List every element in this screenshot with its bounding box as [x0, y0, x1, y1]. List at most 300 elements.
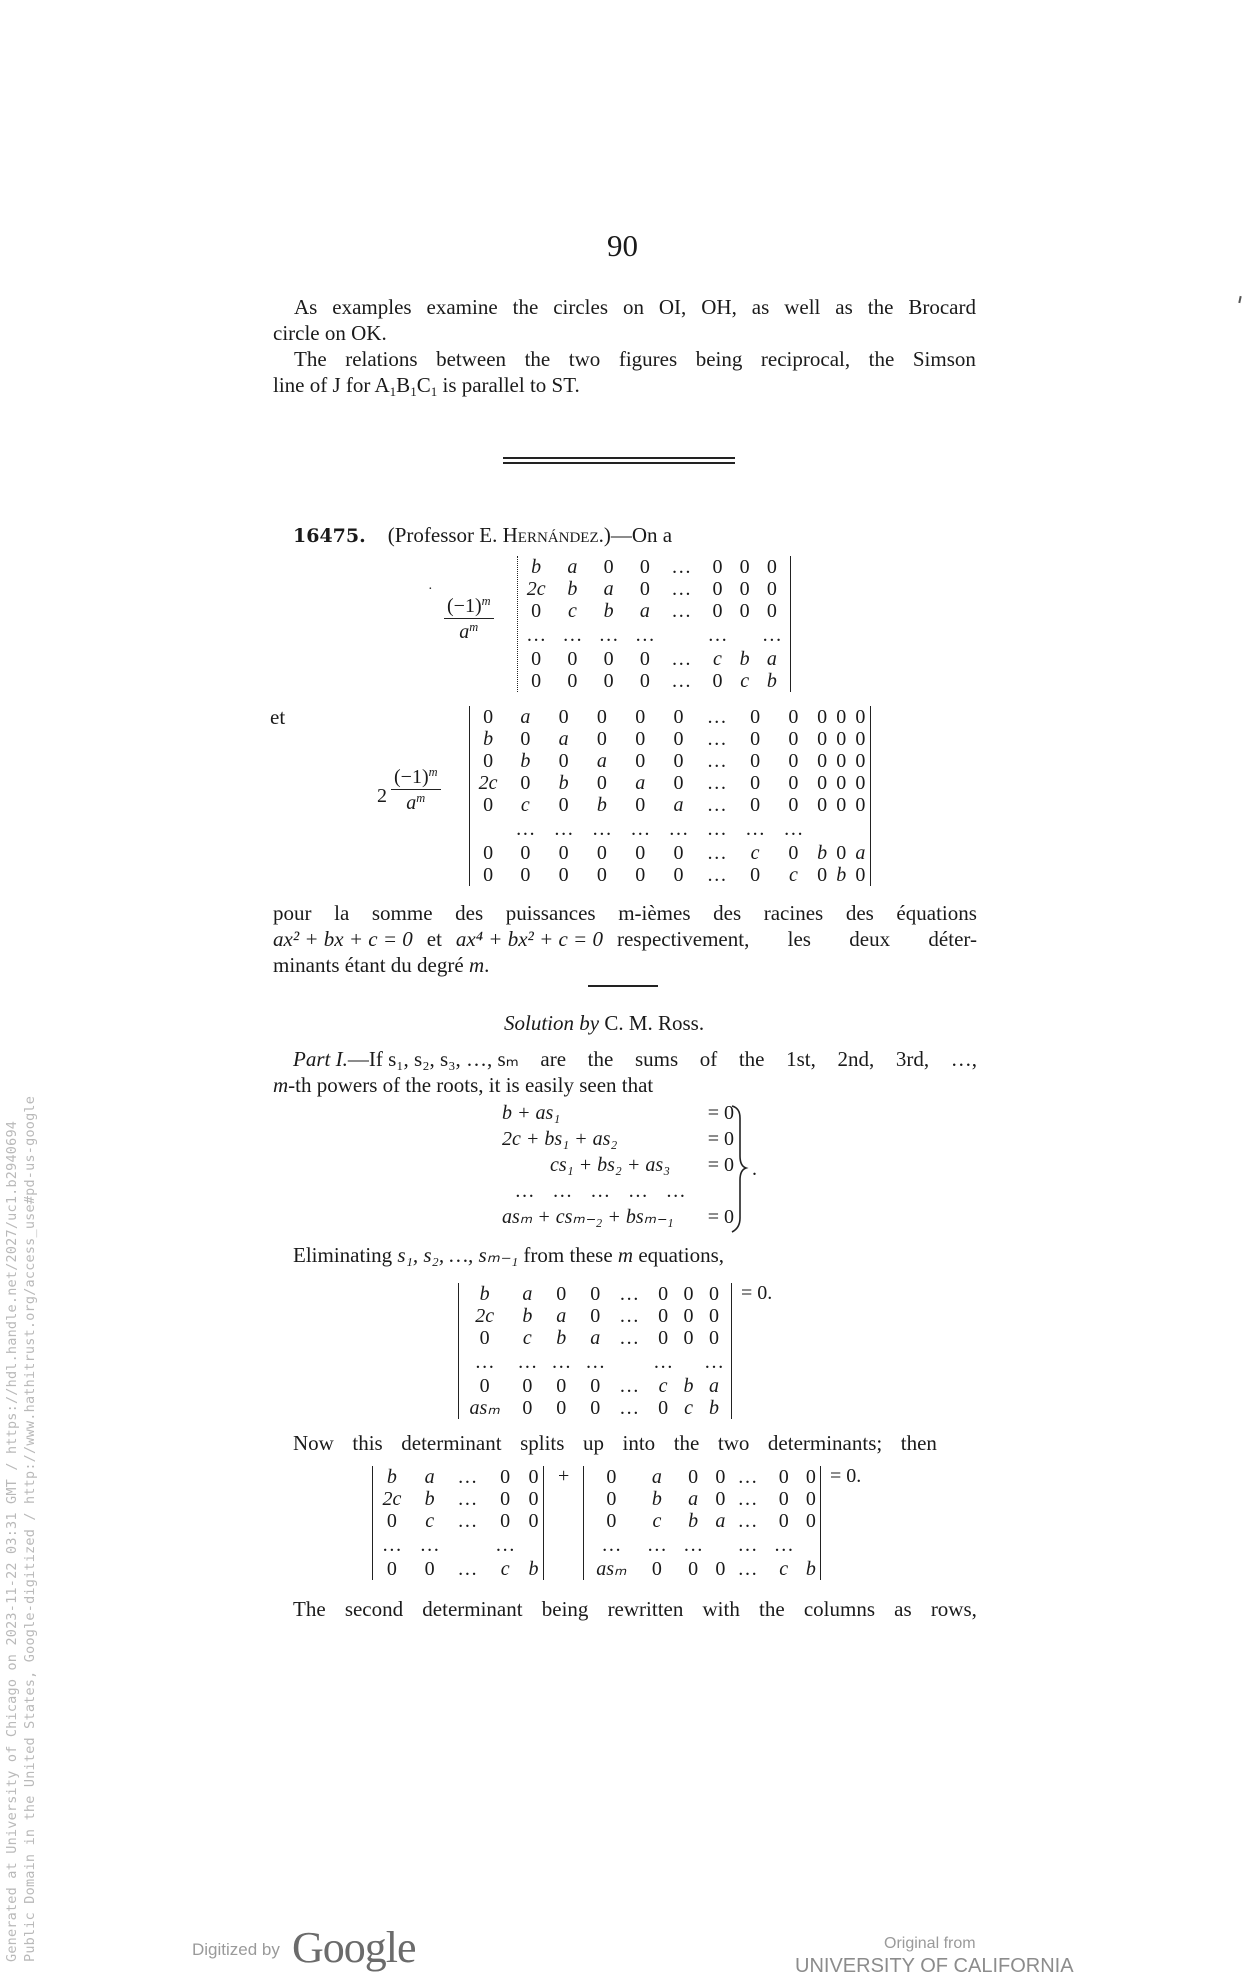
institution-name: UNIVERSITY OF CALIFORNIA: [795, 1955, 1074, 1977]
determinant-cell: …: [495, 1534, 516, 1556]
determinant-row: [470, 842, 870, 864]
determinant-cell: a: [651, 1466, 662, 1488]
determinant-cell: [802, 1532, 820, 1558]
determinant-row: [584, 1558, 820, 1580]
word: …,: [950, 1047, 977, 1071]
determinant-cell: 0: [673, 842, 684, 864]
word: this: [352, 1431, 383, 1455]
determinant-cell: …: [619, 1327, 640, 1349]
variable-m: m: [273, 1073, 289, 1097]
determinant-cell: 0: [651, 1558, 662, 1580]
determinant-cell: b: [683, 1375, 694, 1397]
determinant-cell: …: [457, 1510, 478, 1532]
determinant-cell: …: [646, 1534, 667, 1556]
determinant-cell: 0: [658, 1397, 669, 1419]
determinant-cell: c: [567, 600, 577, 622]
determinant-row: [518, 556, 790, 578]
determinant-cell: …: [706, 842, 727, 864]
determinant-cell: 0: [658, 1327, 669, 1349]
determinant-cell: 0: [596, 706, 607, 728]
text: C: [416, 373, 431, 397]
part-label-group: [293, 1046, 519, 1072]
determinant-cell: 0: [590, 1283, 601, 1305]
determinant-cell: 0: [483, 864, 494, 886]
determinant-cell: 0: [766, 556, 777, 578]
determinant-cell: b: [556, 1327, 567, 1349]
determinant-cell: 0: [500, 1488, 511, 1510]
digitized-by-label: Digitized by: [192, 1940, 280, 1959]
determinant-cell: b: [836, 864, 847, 886]
equation-system-period: .: [752, 1158, 757, 1180]
word: being: [541, 1597, 589, 1621]
word: being: [695, 347, 743, 371]
determinant-cell: …: [745, 818, 766, 840]
word: 3rd,: [895, 1047, 930, 1071]
determinant-row: [518, 600, 790, 622]
determinant-cell: 0: [479, 1375, 490, 1397]
subscript: 1: [410, 383, 417, 399]
determinant-cell: …: [706, 706, 727, 728]
determinant-cell: a: [855, 842, 866, 864]
determinant-cell: b: [596, 794, 607, 816]
question-text-line-1: [273, 900, 977, 926]
determinant-cell: 0: [558, 794, 569, 816]
original-from-label: Original from: [884, 1935, 976, 1952]
determinant-cell: 0: [520, 772, 531, 794]
determinant-cell: …: [601, 1534, 622, 1556]
determinant-cell: 0: [558, 750, 569, 772]
subscript: 1: [430, 383, 438, 399]
part-1-line-2: [273, 1072, 653, 1098]
equation-lhs: … … … … …: [516, 1180, 685, 1202]
determinant-cell: b: [528, 1558, 539, 1580]
denominator-text: a: [459, 621, 470, 643]
plus-sign: +: [558, 1465, 570, 1487]
equation-row: [502, 1152, 734, 1178]
determinant-cell: 0: [788, 794, 799, 816]
equation-quartic: ax⁴ + bx² + c = 0: [455, 927, 603, 951]
determinant-cell: a: [766, 648, 777, 670]
word: on: [622, 295, 644, 319]
determinant-cell: 0: [673, 864, 684, 886]
determinant-row: [373, 1488, 543, 1510]
determinant-cell: 0: [658, 1283, 669, 1305]
exponent: m: [469, 620, 479, 635]
determinant-cell: 0: [603, 556, 614, 578]
determinant-cell: 0: [531, 670, 542, 692]
determinant-cell: b: [386, 1466, 397, 1488]
determinant-cell: 0: [739, 578, 750, 600]
determinant-cell: 0: [635, 728, 646, 750]
determinant-cell: …: [457, 1558, 478, 1580]
equation-rhs: = 0: [707, 1154, 734, 1176]
determinant-cell: …: [737, 1466, 758, 1488]
exponent: m: [416, 791, 426, 806]
author-suffix: .)—On a: [598, 523, 673, 547]
determinant-cell: 0: [855, 864, 866, 886]
text: .: [484, 953, 490, 977]
determinant-cell: a: [424, 1466, 435, 1488]
determinant-cell: 0: [558, 842, 569, 864]
determinant-cell: 0: [817, 864, 828, 886]
determinant-cell: 0: [635, 842, 646, 864]
determinant-cell: 0: [386, 1558, 397, 1580]
word: up: [582, 1431, 604, 1455]
determinant-cell: 0: [673, 728, 684, 750]
determinant-cell: …: [671, 600, 692, 622]
determinant-cell: 0: [688, 1558, 699, 1580]
determinant-cell: 0: [500, 1466, 511, 1488]
determinant-cell: 0: [603, 648, 614, 670]
determinant-cell: 0: [635, 706, 646, 728]
word: The: [294, 347, 327, 371]
determinant-cell: 0: [603, 670, 614, 692]
determinant-cell: …: [619, 1283, 640, 1305]
determinant-cell: a: [596, 750, 607, 772]
word: second: [344, 1597, 404, 1621]
determinant-cell: …: [773, 1534, 794, 1556]
determinant-cell: a: [567, 556, 578, 578]
determinant-cell: 0: [688, 1466, 699, 1488]
determinant-cell: c: [520, 794, 530, 816]
et-label: et: [270, 705, 286, 729]
determinant-row: [459, 1349, 731, 1375]
equation-lhs: 2c + bs₁ + as₂: [502, 1128, 618, 1150]
determinant-cell: …: [457, 1466, 478, 1488]
determinant-cell: a: [709, 1375, 719, 1397]
determinant-cell: …: [737, 1510, 758, 1532]
word: 1st,: [786, 1047, 816, 1071]
determinant-row: [470, 864, 870, 886]
determinant-cell: …: [671, 578, 692, 600]
text: B: [396, 373, 411, 397]
word: puissances: [505, 901, 596, 925]
determinant-5: [583, 1466, 821, 1580]
determinant-cell: b: [766, 670, 777, 692]
determinant-cell: 0: [590, 1397, 601, 1419]
solver-name: C. M. Ross.: [599, 1011, 705, 1035]
determinant-cell: …: [783, 818, 804, 840]
intro-paragraph-2-line-1: [294, 346, 976, 372]
determinant-cell: 0: [483, 706, 494, 728]
last-line: [293, 1596, 977, 1622]
determinant-cell: 0: [709, 1283, 719, 1305]
determinant-cell: b: [739, 648, 750, 670]
determinant-cell: 0: [556, 1283, 567, 1305]
word: respectivement,: [616, 927, 750, 951]
word: examine: [426, 295, 498, 319]
determinant-cell: 0: [855, 794, 866, 816]
determinant-cell: 0: [739, 556, 750, 578]
determinant-row: [518, 670, 790, 692]
determinant-cell: 0: [750, 864, 761, 886]
determinant-cell: …: [737, 1558, 758, 1580]
determinant-cell: [680, 1349, 697, 1375]
question-text-line-3: [273, 952, 489, 978]
variable-m: m: [617, 1243, 634, 1267]
determinant-cell: b: [479, 1283, 490, 1305]
determinant-cell: …: [515, 818, 536, 840]
determinant-cell: 0: [606, 1488, 617, 1510]
determinant-cell: 0: [596, 864, 607, 886]
word: as: [751, 295, 770, 319]
word: well: [784, 295, 821, 319]
word: des: [845, 901, 874, 925]
text: is parallel to ST.: [437, 373, 580, 397]
word: splits: [520, 1431, 565, 1455]
question-number: 16475.: [293, 525, 366, 547]
exponent: m: [481, 594, 491, 609]
determinant-cell: …: [419, 1534, 440, 1556]
determinant-cell: …: [683, 1534, 704, 1556]
page-number: 90: [607, 228, 638, 263]
determinant-row: [470, 750, 870, 772]
word: Brocard: [908, 295, 976, 319]
denominator-text: a: [406, 792, 417, 814]
word: déter-: [928, 927, 977, 951]
word: between: [436, 347, 507, 371]
determinant-cell: c: [750, 842, 760, 864]
determinant-cell: 0: [683, 1327, 694, 1349]
word: rewritten: [607, 1597, 684, 1621]
determinant-cell: 0: [715, 1558, 726, 1580]
determinant-cell: asₘ: [596, 1558, 627, 1580]
determinant-cell: b: [520, 750, 531, 772]
determinant-cell: 0: [778, 1510, 789, 1532]
determinant-cell: 0: [855, 728, 866, 750]
determinant-cell: 0: [855, 750, 866, 772]
determinant-cell: …: [553, 818, 574, 840]
equation-row: [502, 1178, 734, 1204]
determinant-cell: 0: [683, 1283, 694, 1305]
scan-mark: [1238, 296, 1241, 303]
determinant-cell: 0: [639, 578, 650, 600]
determinant-cell: …: [634, 624, 655, 646]
determinant-cell: …: [737, 1534, 758, 1556]
determinant-cell: a: [522, 1283, 533, 1305]
exponent: m: [428, 765, 438, 780]
determinant-cell: 2c: [478, 772, 498, 794]
determinant-cell: a: [558, 728, 569, 750]
determinant-cell: b: [651, 1488, 662, 1510]
determinant-1: [517, 556, 791, 692]
determinant-cell: 0: [836, 772, 847, 794]
determinant-cell: 0: [709, 1327, 719, 1349]
determinant-cell: b: [805, 1558, 816, 1580]
determinant-cell: a: [603, 578, 614, 600]
determinant-cell: c: [522, 1327, 532, 1349]
determinant-cell: 0: [778, 1488, 789, 1510]
determinant-cell: 0: [712, 556, 723, 578]
determinant-cell: 0: [635, 864, 646, 886]
dot-mark: ·: [428, 582, 433, 597]
fraction-numerator: [391, 765, 441, 790]
determinant-cell: 0: [635, 794, 646, 816]
determinant-cell: 0: [766, 578, 777, 600]
determinant-cell: b: [424, 1488, 435, 1510]
determinant-cell: 0: [590, 1305, 601, 1327]
word: are: [540, 1047, 567, 1071]
determinant-cell: …: [591, 818, 612, 840]
et-word: et: [426, 927, 442, 951]
determinant-3: [458, 1283, 732, 1419]
word: les: [787, 927, 811, 951]
fraction-denominator: [444, 619, 494, 645]
determinant-cell: …: [671, 648, 692, 670]
word: OI,: [658, 295, 687, 319]
determinant-cell: …: [671, 556, 692, 578]
eliminating-line: [293, 1242, 724, 1268]
text: -th powers of the roots, it is easily seen that: [288, 1073, 654, 1097]
determinant-cell: …: [619, 1375, 640, 1397]
determinant-cell: …: [737, 1488, 758, 1510]
determinant-cell: …: [598, 624, 619, 646]
determinant-cell: 0: [805, 1466, 816, 1488]
determinant-cell: 0: [750, 728, 761, 750]
determinant-cell: 0: [836, 750, 847, 772]
determinant-cell: …: [526, 624, 547, 646]
rest-words: [617, 926, 977, 952]
determinant-cell: a: [715, 1510, 726, 1532]
equation-quadratic: ax² + bx + c = 0: [273, 927, 413, 951]
text: equations,: [633, 1243, 725, 1267]
word: The: [293, 1597, 326, 1621]
determinant-cell: 0: [788, 728, 799, 750]
variables: s₁, s₂, …, sₘ₋₁: [397, 1243, 519, 1267]
determinant-cell: …: [619, 1305, 640, 1327]
determinant-cell: 0: [778, 1466, 789, 1488]
word: Now: [293, 1431, 334, 1455]
determinant-row: [470, 706, 870, 728]
determinant-cell: 0: [531, 648, 542, 670]
determinant-row: [470, 816, 870, 842]
determinant-cell: a: [556, 1305, 567, 1327]
determinant-cell: 0: [596, 772, 607, 794]
determinant-row: [373, 1510, 543, 1532]
determinant-row: [459, 1375, 731, 1397]
determinant-cell: 0: [836, 794, 847, 816]
determinant-cell: …: [707, 624, 728, 646]
determinant-cell: 0: [639, 648, 650, 670]
determinant-cell: 0: [424, 1558, 435, 1580]
determinant-cell: 0: [639, 556, 650, 578]
variable-m: m: [468, 953, 485, 977]
determinant-cell: 0: [817, 794, 828, 816]
determinant-cell: c: [658, 1375, 668, 1397]
text: minants étant du degré: [273, 953, 469, 977]
word: the: [587, 1047, 614, 1071]
determinant-cell: 0: [855, 772, 866, 794]
determinant-cell: 0: [712, 578, 723, 600]
intro-paragraph-1-line-1: [294, 294, 976, 320]
determinant-cell: b: [709, 1397, 719, 1419]
word: rows,: [930, 1597, 977, 1621]
equation-rhs: = 0: [707, 1206, 734, 1228]
word: then: [900, 1431, 937, 1455]
determinant-cell: 0: [836, 706, 847, 728]
determinant-cell: 0: [766, 600, 777, 622]
equation-row: [502, 1126, 734, 1152]
determinant-row: [470, 772, 870, 794]
determinant-cell: 0: [528, 1510, 539, 1532]
determinant-cell: 0: [683, 1305, 694, 1327]
numerator-text: (−1): [447, 595, 482, 617]
word: équations: [896, 901, 977, 925]
determinant-cell: 0: [817, 772, 828, 794]
determinant-cell: 0: [715, 1466, 726, 1488]
word: of: [699, 1047, 718, 1071]
numerator-text: (−1): [394, 766, 429, 788]
determinant-cell: 0: [715, 1488, 726, 1510]
text: —If s₁, s₂, s₃, …, sₘ: [347, 1047, 519, 1071]
determinant-cell: 0: [805, 1510, 816, 1532]
determinant-cell: 0: [567, 648, 578, 670]
word: circles: [553, 295, 608, 319]
determinant-cell: 0: [673, 772, 684, 794]
determinant-cell: …: [706, 772, 727, 794]
determinant-cell: 0: [520, 864, 531, 886]
determinant-cell: [711, 1532, 729, 1558]
equation-lhs: b + as₁: [502, 1102, 561, 1124]
word: m-ièmes: [618, 901, 691, 925]
determinant-cell: …: [381, 1534, 402, 1556]
determinant-cell: 0: [596, 842, 607, 864]
determinant-cell: …: [630, 818, 651, 840]
determinant-row: [518, 648, 790, 670]
fraction-numerator: [444, 594, 494, 619]
equation-lhs: asₘ + csₘ₋₂ + bsₘ₋₁: [502, 1206, 674, 1228]
word: reciprocal,: [760, 347, 851, 371]
determinant-cell: 2c: [526, 578, 546, 600]
determinant-cell: …: [706, 864, 727, 886]
equation-lhs: cs₁ + bs₂ + as₃: [550, 1154, 671, 1176]
word: the: [738, 1047, 765, 1071]
determinant-cell: 0: [750, 750, 761, 772]
determinant-cell: c: [788, 864, 798, 886]
word: as: [894, 1597, 912, 1621]
determinant-4: [372, 1466, 544, 1580]
determinant-cell: 0: [635, 750, 646, 772]
determinant-cell: 0: [817, 750, 828, 772]
determinant-cell: …: [619, 1397, 640, 1419]
word: the: [759, 1597, 785, 1621]
determinant-cell: 0: [558, 864, 569, 886]
word: pour: [273, 901, 312, 925]
equation-rhs: = 0: [707, 1128, 734, 1150]
determinant-cell: 0: [483, 794, 494, 816]
determinant-row: [459, 1283, 731, 1305]
equation-system: [502, 1100, 734, 1230]
determinant-cell: c: [740, 670, 750, 692]
determinant-cell: c: [425, 1510, 435, 1532]
determinant-cell: …: [474, 1351, 495, 1373]
determinant-2: [469, 706, 871, 886]
determinant-row: [470, 794, 870, 816]
determinant-cell: …: [761, 624, 782, 646]
determinant-cell: [832, 816, 851, 842]
determinant-cell: 0: [483, 842, 494, 864]
word: sums: [634, 1047, 679, 1071]
determinant-cell: a: [673, 794, 684, 816]
intro-paragraph-2-line-2: [273, 372, 580, 398]
determinant-cell: 0: [750, 772, 761, 794]
word: OH,: [701, 295, 737, 319]
determinant-cell: …: [706, 750, 727, 772]
determinant-cell: …: [671, 670, 692, 692]
word: with: [702, 1597, 740, 1621]
determinant-cell: 0: [709, 1305, 719, 1327]
determinant-cell: …: [706, 794, 727, 816]
